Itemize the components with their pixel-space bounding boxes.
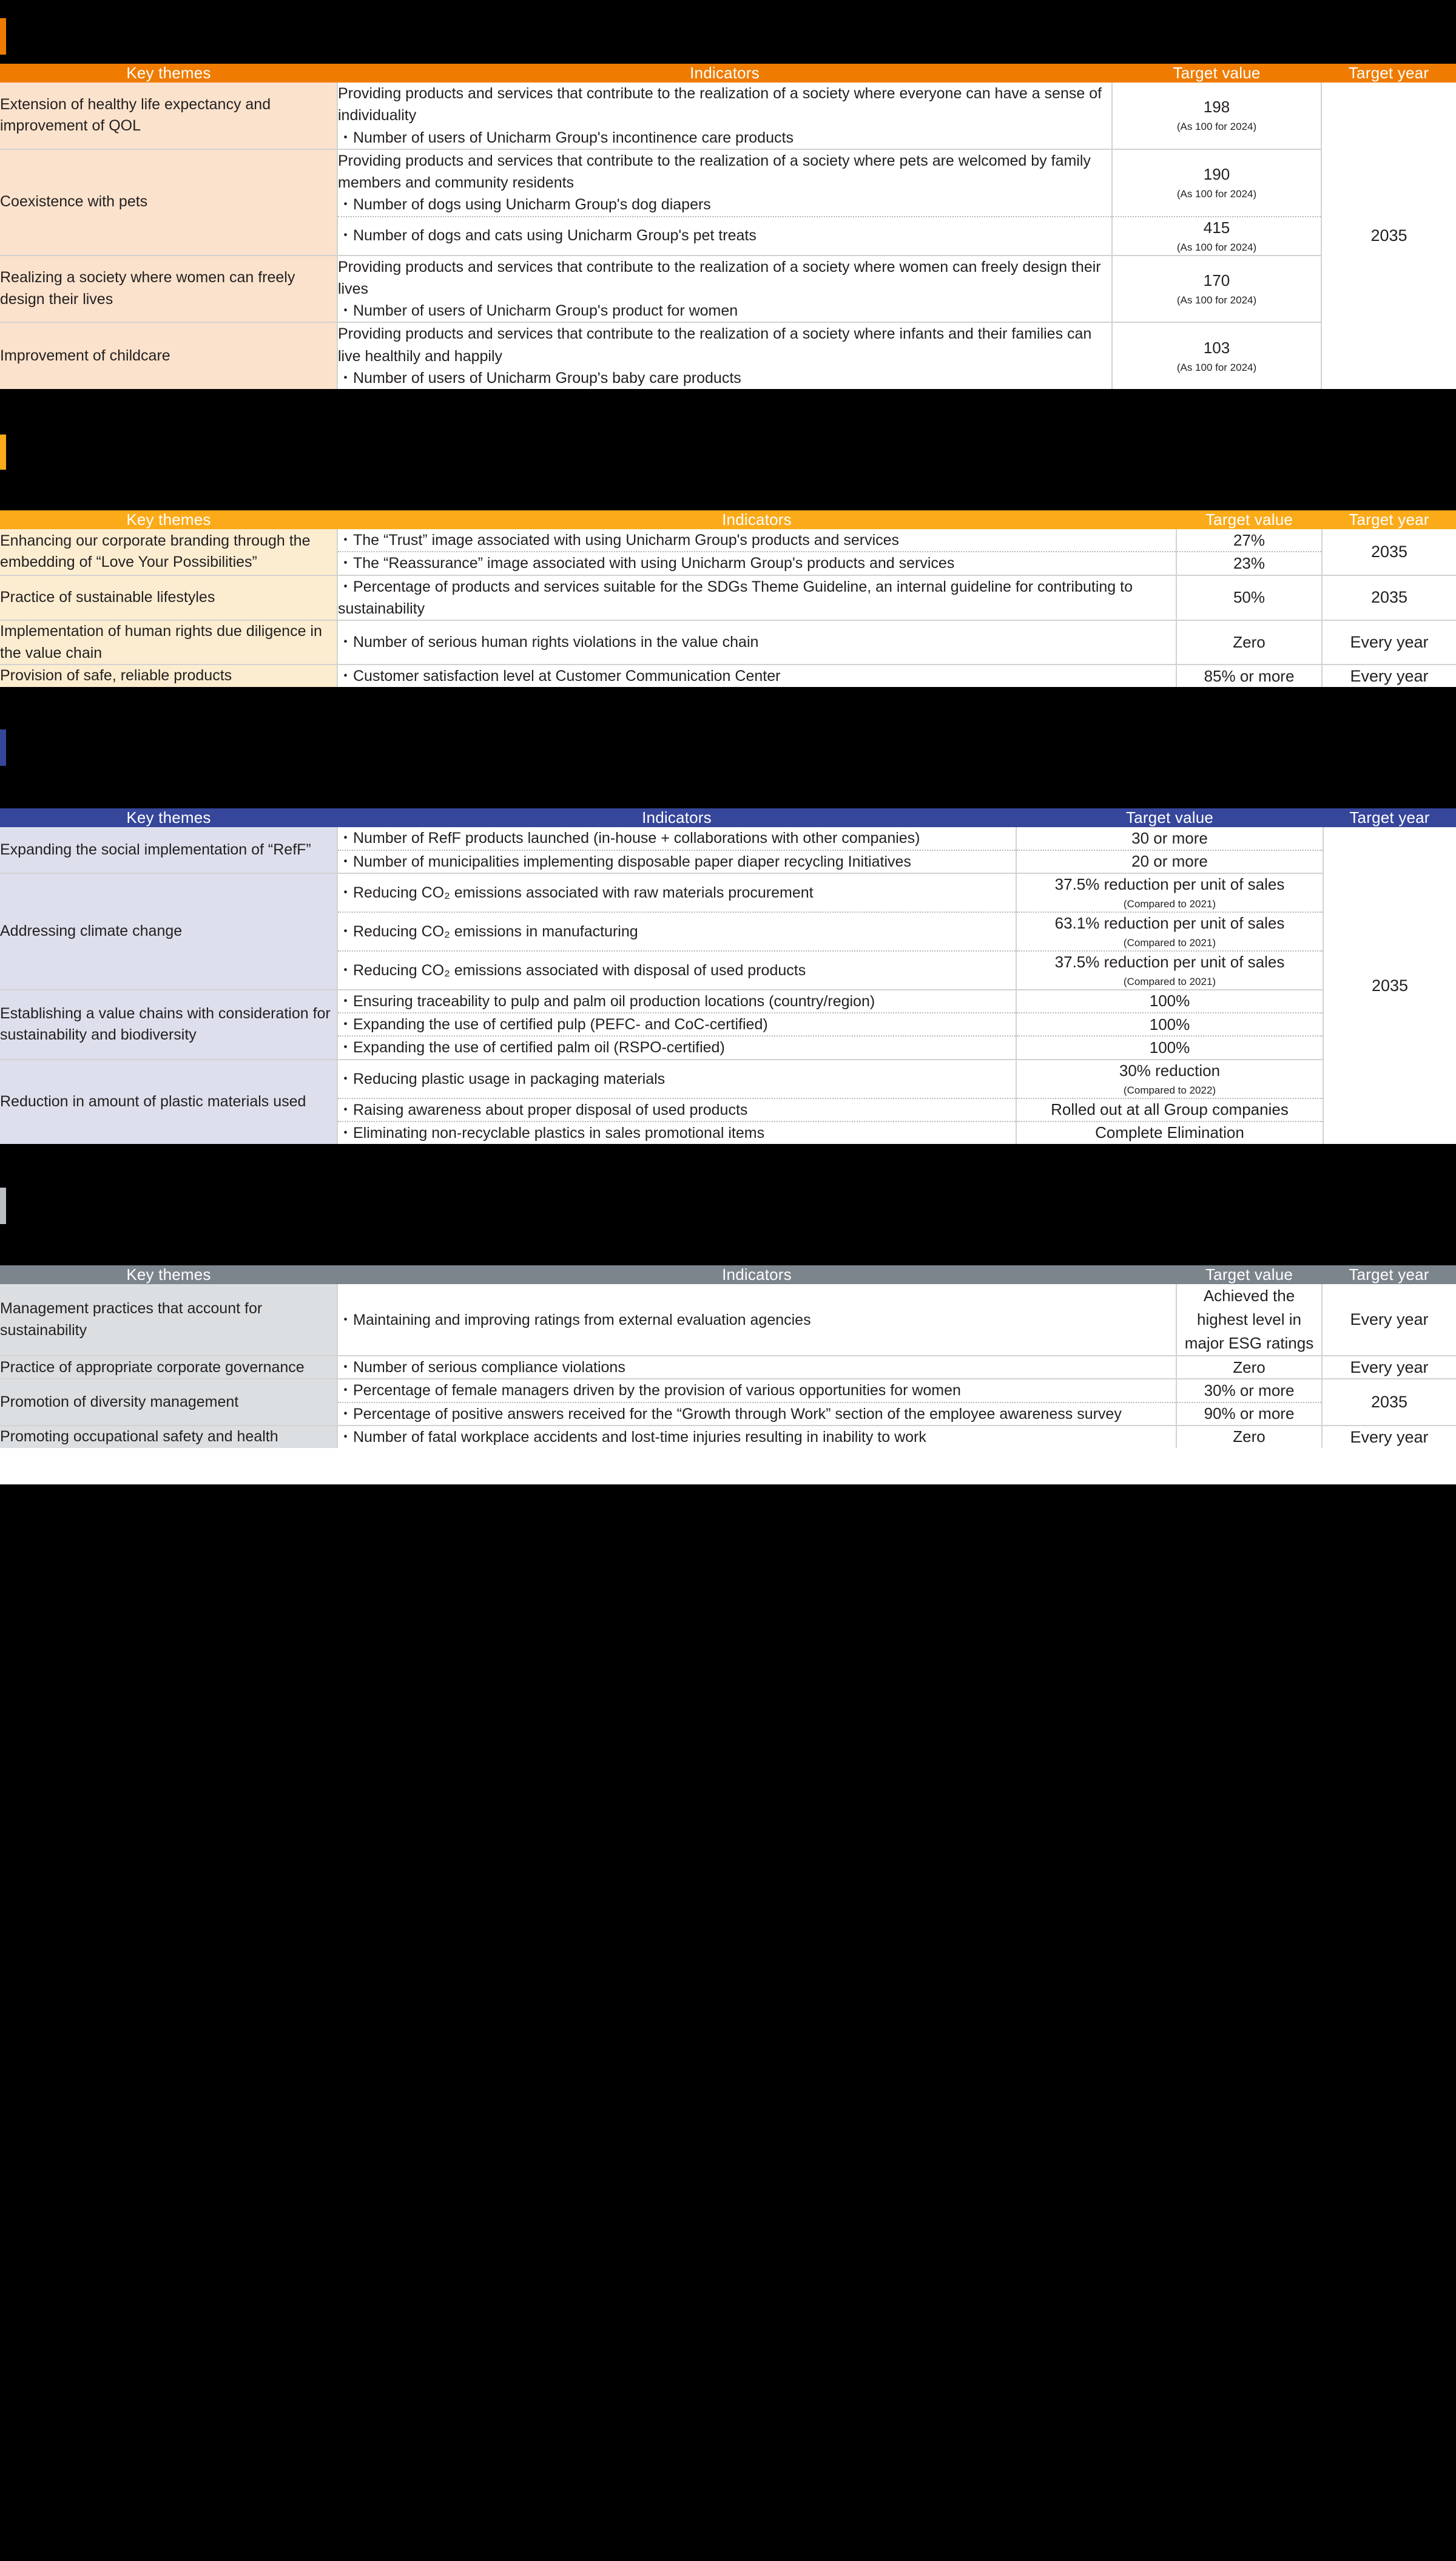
row-target-value: Zero: [1176, 1426, 1322, 1448]
row-theme: Promotion of diversity management: [0, 1379, 337, 1426]
row-target-value: 20 or more: [1016, 850, 1323, 873]
section-1-accent-bar: [0, 18, 6, 55]
row-target-value: Zero: [1176, 620, 1322, 665]
row-theme: Enhancing our corporate branding through the embedding of “Love Your Possibilities”: [0, 529, 337, 575]
row-theme: Promoting occupational safety and health: [0, 1426, 337, 1448]
table-header-row: [0, 64, 1456, 83]
target-value-text: 30% reduction: [1119, 1061, 1221, 1080]
row-indicator: [337, 1013, 1016, 1036]
row-theme: Practice of appropriate corporate governance: [0, 1356, 337, 1379]
row-target-value: [1112, 322, 1321, 389]
target-value-note: (Compared to 2021): [1123, 936, 1216, 949]
target-value-note: (Compared to 2021): [1123, 975, 1216, 987]
row-indicator: [337, 1098, 1016, 1121]
row-target-value: [1112, 83, 1321, 149]
row-indicator: [337, 1060, 1016, 1098]
table-section-3: [0, 808, 1456, 1144]
row-indicator: [337, 552, 1176, 575]
table-section-2: [0, 510, 1456, 687]
row-target-value: 90% or more: [1176, 1402, 1322, 1426]
row-target-year: Every year: [1322, 1426, 1456, 1448]
row-target-value: Zero: [1176, 1356, 1322, 1379]
row-target-year: Every year: [1322, 665, 1456, 687]
row-target-value: 100%: [1016, 1013, 1323, 1036]
target-value-text: 63.1% reduction per unit of sales: [1054, 913, 1285, 932]
row-target-value: Rolled out at all Group companies: [1016, 1098, 1323, 1121]
row-theme: Reduction in amount of plastic materials used: [0, 1060, 337, 1145]
table-header-row: [0, 1265, 1456, 1284]
indicator-sub: ・The “Reassurance” image associated with using Unicharm Group's products and services: [338, 555, 955, 572]
row-theme: Addressing climate change: [0, 873, 337, 990]
row-indicator: [337, 1284, 1176, 1356]
section-governance: [0, 1144, 1456, 1484]
row-target-value: 23%: [1176, 552, 1322, 575]
row-indicator: [337, 529, 1176, 552]
indicator-sub: ・Eliminating non-recyclable plastics in sales promotional items: [338, 1124, 765, 1142]
table-row: [0, 575, 1456, 621]
row-target-value: Complete Elimination: [1016, 1121, 1323, 1144]
table-row: [0, 1426, 1456, 1448]
indicator-sub: ・Expanding the use of certified palm oil (RSPO-certified): [338, 1039, 725, 1057]
section-health-qol: [0, 0, 1456, 389]
row-indicator: [337, 1356, 1176, 1379]
row-target-value: [1016, 1060, 1323, 1098]
row-indicator: [337, 850, 1016, 873]
table-row: [0, 255, 1456, 323]
row-indicator: [337, 322, 1112, 389]
indicator-sub: ・Percentage of positive answers received for the “Growth through Work” section of the employee awareness survey: [338, 1405, 1122, 1423]
table-row: [0, 827, 1456, 850]
col-target-year: Target year: [1322, 1265, 1456, 1284]
row-theme: Expanding the social implementation of “RefF”: [0, 827, 337, 873]
col-target-year: Target year: [1321, 64, 1456, 83]
table-row: [0, 529, 1456, 552]
row-indicator: [337, 990, 1016, 1013]
row-indicator: [337, 912, 1016, 951]
indicator-sub: ・Number of serious compliance violations: [338, 1359, 625, 1376]
row-target-value: [1016, 873, 1323, 912]
row-indicator: [337, 951, 1016, 990]
indicator-sub: ・Expanding the use of certified pulp (PEFC- and CoC-certified): [338, 1016, 768, 1034]
indicator-sub: ・Number of fatal workplace accidents and lost-time injuries resulting in inability to work: [338, 1428, 926, 1446]
row-target-year: Every year: [1322, 1284, 1456, 1356]
target-value-text: 103: [1203, 338, 1230, 357]
target-value-note: (Compared to 2021): [1123, 898, 1216, 910]
indicator-sub: ・The “Trust” image associated with using Unicharm Group's products and services: [338, 532, 900, 549]
row-target-value: 27%: [1176, 529, 1322, 552]
indicator-text: Providing products and services that contribute to the realization of a society where infants and their families can live healthily and happily: [338, 325, 1092, 365]
row-target-year: 2035: [1322, 1379, 1456, 1426]
row-theme: Extension of healthy life expectancy and improvement of QOL: [0, 83, 337, 149]
table-section-4: [0, 1265, 1456, 1448]
table-section-1: [0, 64, 1456, 389]
col-indicators: Indicators: [337, 808, 1016, 827]
table-row: [0, 1379, 1456, 1402]
row-indicator: [337, 575, 1176, 621]
row-indicator: [337, 1379, 1176, 1402]
section-4-accent-bar: [0, 1188, 6, 1224]
section-environment: [0, 687, 1456, 1144]
row-indicator: [337, 1036, 1016, 1059]
indicator-sub: ・Number of users of Unicharm Group's incontinence care products: [338, 129, 794, 146]
col-indicators: Indicators: [337, 1265, 1176, 1284]
indicator-sub: ・Reducing CO₂ emissions associated with raw materials procurement: [338, 884, 814, 901]
row-indicator: [337, 620, 1176, 665]
row-indicator: [337, 83, 1112, 149]
section-3-accent-bar: [0, 729, 6, 766]
row-target-value: 85% or more: [1176, 665, 1322, 687]
indicator-sub: ・Number of serious human rights violations in the value chain: [338, 634, 759, 651]
indicator-text: Providing products and services that contribute to the realization of a society where everyone can have a sense of individuality: [338, 85, 1102, 124]
row-target-value: [1112, 149, 1321, 217]
table-row: [0, 990, 1456, 1013]
col-target-year: Target year: [1323, 808, 1456, 827]
row-theme: Realizing a society where women can freely design their lives: [0, 255, 337, 323]
row-theme: Coexistence with pets: [0, 149, 337, 255]
row-target-year: 2035: [1322, 529, 1456, 575]
col-key-themes: Key themes: [0, 510, 337, 529]
target-value-text: 415: [1203, 218, 1230, 237]
indicator-sub: ・Maintaining and improving ratings from external evaluation agencies: [338, 1311, 811, 1328]
indicator-sub: ・Percentage of products and services suitable for the SDGs Theme Guideline, an internal guideline for contributing to sustainability: [338, 578, 1133, 617]
row-theme: Establishing a value chains with consideration for sustainability and biodiversity: [0, 990, 337, 1060]
col-target-value: Target value: [1112, 64, 1321, 83]
col-target-value: Target value: [1176, 1265, 1322, 1284]
row-indicator: [337, 1426, 1176, 1448]
row-target-year: 2035: [1323, 827, 1456, 1144]
row-indicator: [337, 665, 1176, 687]
row-target-value: 30% or more: [1176, 1379, 1322, 1402]
row-target-value: 100%: [1016, 990, 1323, 1013]
row-target-value: [1016, 912, 1323, 951]
table-row: [0, 1356, 1456, 1379]
indicator-text: Providing products and services that contribute to the realization of a society where pets are welcomed by family members and community residents: [338, 152, 1091, 191]
row-indicator: [337, 873, 1016, 912]
indicator-sub: ・Reducing CO₂ emissions in manufacturing: [338, 922, 638, 940]
indicator-sub: ・Ensuring traceability to pulp and palm oil production locations (country/region): [338, 992, 875, 1010]
row-target-year: 2035: [1321, 83, 1456, 389]
indicator-sub: ・Customer satisfaction level at Customer Communication Center: [338, 668, 781, 685]
indicator-text: Providing products and services that contribute to the realization of a society where women can freely design their lives: [338, 258, 1101, 297]
table-row: [0, 83, 1456, 149]
indicator-sub: ・Number of RefF products launched (in-house + collaborations with other companies): [338, 830, 920, 847]
section-2-accent-bar: [0, 435, 6, 470]
row-target-value: [1112, 255, 1321, 323]
row-indicator: [337, 255, 1112, 323]
row-target-year: 2035: [1322, 575, 1456, 621]
indicator-sub: ・Number of users of Unicharm Group's baby care products: [338, 369, 741, 387]
table-header-row: [0, 510, 1456, 529]
indicator-sub: ・Percentage of female managers driven by the provision of various opportunities for women: [338, 1382, 961, 1399]
row-target-year: Every year: [1322, 1356, 1456, 1379]
col-target-value: Target value: [1176, 510, 1322, 529]
row-theme: Management practices that account for sustainability: [0, 1284, 337, 1356]
col-target-year: Target year: [1322, 510, 1456, 529]
row-indicator: [337, 1121, 1016, 1144]
indicator-sub: ・Reducing plastic usage in packaging materials: [338, 1070, 666, 1088]
indicator-sub: ・Number of dogs using Unicharm Group's dog diapers: [338, 196, 711, 214]
target-value-text: 170: [1203, 271, 1230, 289]
target-value-note: (Compared to 2022): [1123, 1084, 1216, 1096]
row-target-value: [1112, 217, 1321, 255]
row-target-value: 100%: [1016, 1036, 1323, 1059]
col-indicators: Indicators: [337, 64, 1112, 83]
col-key-themes: Key themes: [0, 64, 337, 83]
table-row: [0, 1060, 1456, 1098]
row-theme: Improvement of childcare: [0, 322, 337, 389]
target-value-text: 190: [1203, 165, 1230, 184]
indicator-sub: ・Number of users of Unicharm Group's product for women: [338, 302, 738, 320]
row-theme: Practice of sustainable lifestyles: [0, 575, 337, 621]
col-indicators: Indicators: [337, 510, 1176, 529]
target-value-note: (As 100 for 2024): [1176, 121, 1257, 133]
table-row: [0, 873, 1456, 912]
indicator-sub: ・Reducing CO₂ emissions associated with disposal of used products: [338, 961, 806, 979]
table-row: [0, 665, 1456, 687]
col-key-themes: Key themes: [0, 1265, 337, 1284]
target-value-note: (As 100 for 2024): [1176, 294, 1257, 306]
target-value-note: (As 100 for 2024): [1176, 241, 1257, 253]
row-indicator: [337, 1402, 1176, 1426]
indicator-sub: ・Raising awareness about proper disposal of used products: [338, 1101, 748, 1118]
col-key-themes: Key themes: [0, 808, 337, 827]
table-header-row: [0, 808, 1456, 827]
row-target-value: 30 or more: [1016, 827, 1323, 850]
indicator-sub: ・Number of dogs and cats using Unicharm Group's pet treats: [338, 227, 757, 245]
table-row: [0, 620, 1456, 665]
target-value-note: (As 100 for 2024): [1176, 361, 1257, 373]
target-value-note: (As 100 for 2024): [1176, 188, 1257, 200]
target-value-text: 37.5% reduction per unit of sales: [1054, 952, 1285, 971]
indicator-sub: ・Number of municipalities implementing disposable paper diaper recycling Initiatives: [338, 853, 911, 870]
row-target-value: 50%: [1176, 575, 1322, 621]
row-indicator: [337, 149, 1112, 217]
table-row: [0, 322, 1456, 389]
row-target-value: [1016, 951, 1323, 990]
row-target-value: Achieved the highest level in major ESG ratings: [1176, 1284, 1322, 1356]
table-row: [0, 149, 1456, 217]
row-theme: Provision of safe, reliable products: [0, 665, 337, 687]
row-indicator: [337, 217, 1112, 255]
col-target-value: Target value: [1016, 808, 1323, 827]
target-value-text: 37.5% reduction per unit of sales: [1054, 875, 1285, 893]
row-indicator: [337, 827, 1016, 850]
row-target-year: Every year: [1322, 620, 1456, 665]
row-theme: Implementation of human rights due diligence in the value chain: [0, 620, 337, 665]
table-row: [0, 1284, 1456, 1356]
section-branding-lifestyle: [0, 389, 1456, 687]
target-value-text: 198: [1203, 98, 1230, 117]
